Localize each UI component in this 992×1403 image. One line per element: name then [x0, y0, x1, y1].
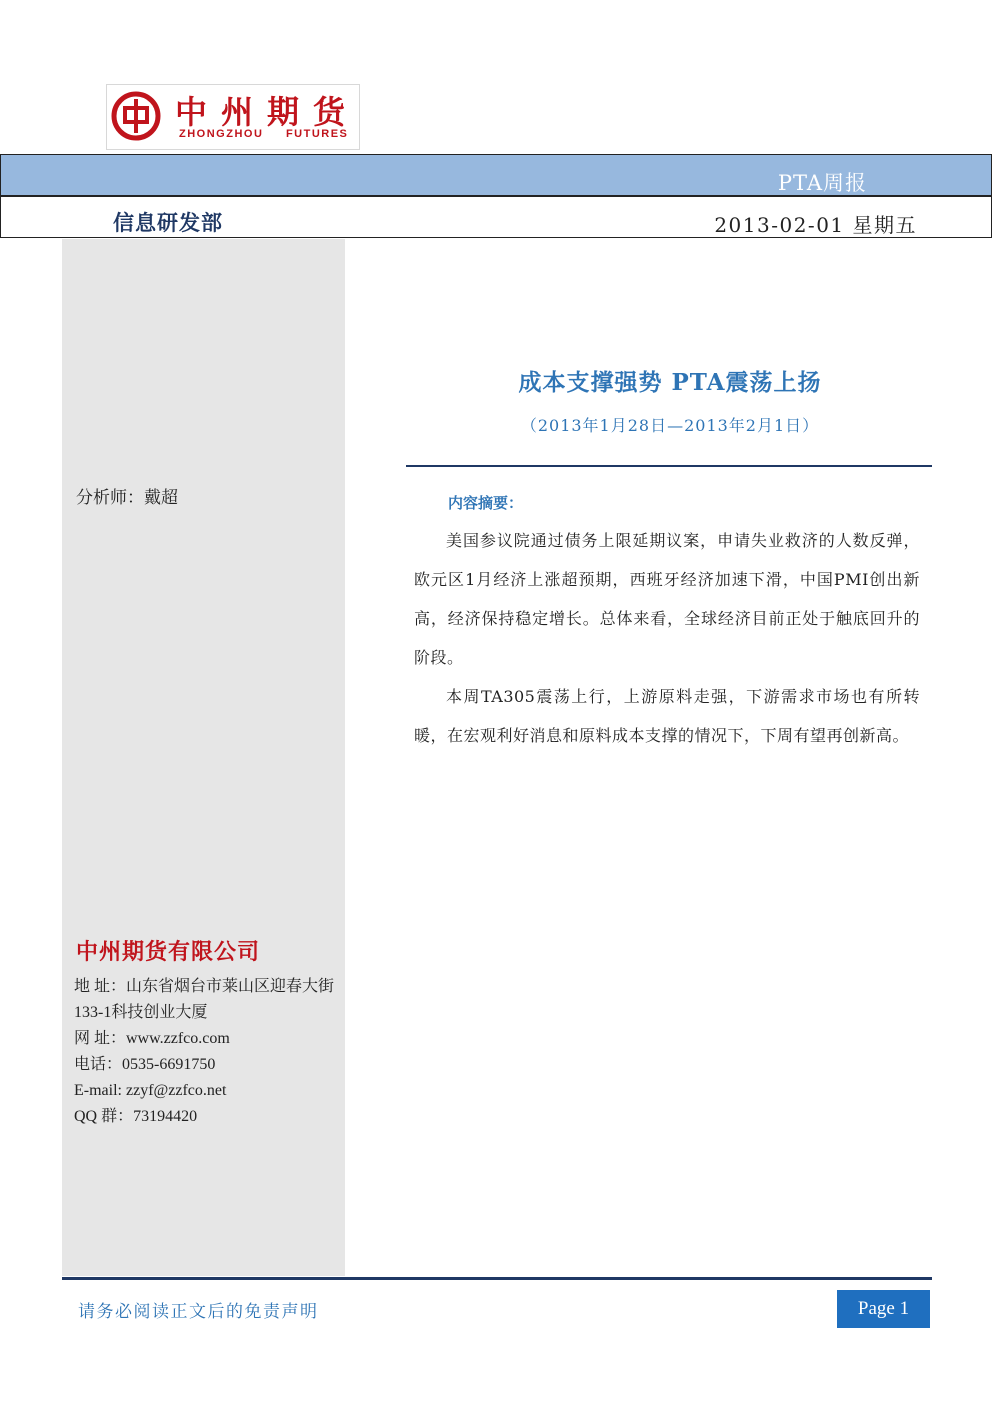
company-name: 中州期货有限公司 — [76, 939, 261, 965]
email[interactable]: E-mail: zzyf@zzfco.net — [74, 1082, 227, 1099]
report-date: 2013-02-01 星期五 — [714, 213, 917, 237]
abstract-paragraph: 本周TA305震荡上行，上游原料走强，下游需求市场也有所转暖，在宏观利好消息和原料成本支撑的情况下，下周有望再创新高。 — [414, 687, 920, 745]
disclaimer-note: 请务必阅读正文后的免责声明 — [78, 1302, 319, 1322]
page-number: Page 1 — [837, 1290, 930, 1328]
phone: 电话：0535-6691750 — [74, 1056, 216, 1073]
department-band — [0, 196, 992, 238]
qq-group: QQ 群：73194420 — [74, 1108, 198, 1125]
report-period: （2013年1月28日—2013年2月1日） — [520, 416, 820, 435]
title-divider — [406, 465, 932, 467]
report-type: PTA周报 — [777, 171, 867, 195]
report-type-band — [0, 154, 992, 196]
abstract-paragraph: 美国参议院通过债务上限延期议案，申请失业救济的人数反弹，欧元区1月经济上涨超预期，西班牙经济加速下滑，中国PMI创出新高，经济保持稳定增长。总体来看，全球经济目前正处于触底回升的阶段。 — [414, 531, 920, 667]
logo-english-name: ZHONGZHOU FUTURES — [179, 128, 349, 140]
zhongzhou-emblem-icon — [111, 91, 161, 141]
report-title: 成本支撑强势 PTA震荡上扬 — [518, 369, 822, 396]
address: 地 址：山东省烟台市莱山区迎春大街133-1科技创业大厦 — [74, 978, 335, 1021]
contact-info — [74, 974, 340, 1130]
analyst-name: 分析师：戴超 — [76, 488, 178, 508]
footer-divider — [62, 1277, 932, 1280]
website[interactable]: 网 址：www.zzfco.com — [74, 1030, 230, 1047]
department-name: 信息研发部 — [113, 210, 223, 235]
company-logo — [106, 84, 360, 150]
abstract-label: 内容摘要： — [448, 494, 524, 512]
sidebar — [62, 239, 345, 1276]
logo-chinese-name: 中州期货 — [175, 93, 360, 131]
